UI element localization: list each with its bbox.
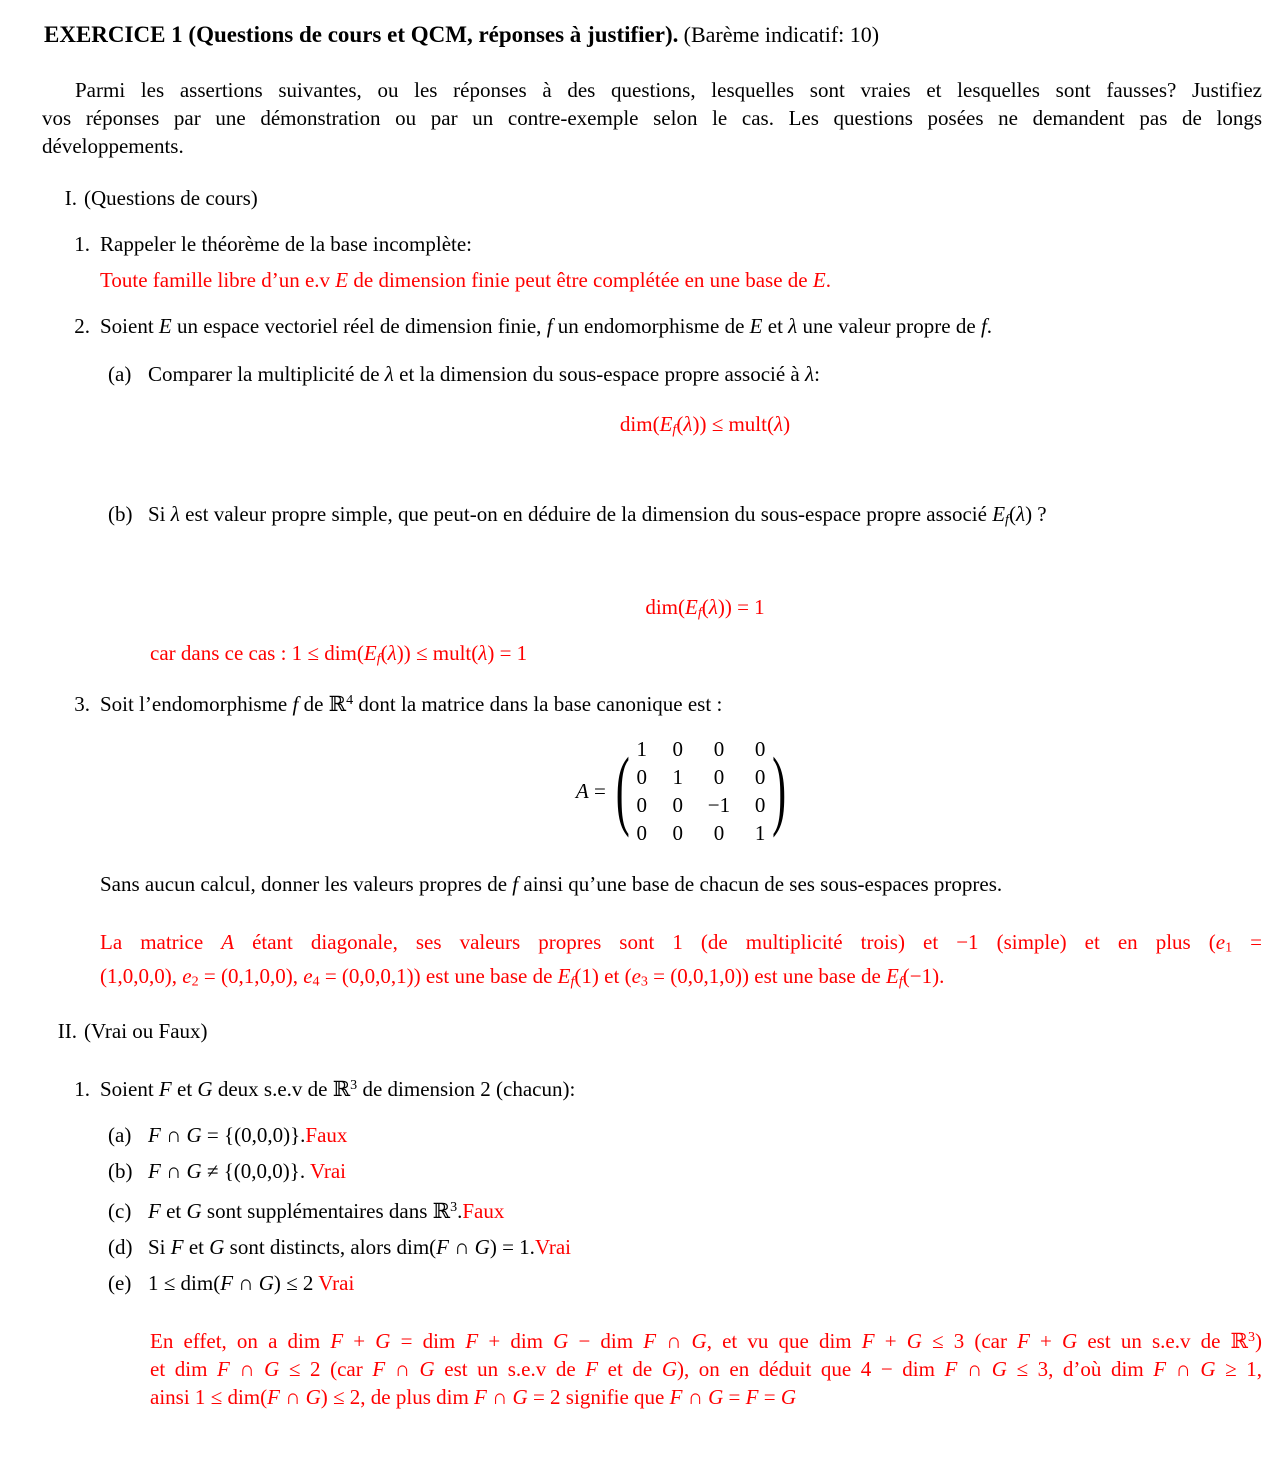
text-segment: λ [788,314,798,338]
matrix-lhs [576,779,606,804]
text-segment: Faux [305,1123,348,1148]
text-segment: F [148,1123,161,1148]
text-segment: ainsi qu’une base de chacun de ses sous-espaces propres. [518,872,1003,897]
text-segment: ≥ 1, [1215,1357,1263,1382]
text-segment: E [812,268,826,292]
text-segment: Faux [462,1199,505,1224]
section-2-heading [0,1017,1276,1045]
text-segment: Si [148,1235,171,1260]
question-2a [0,360,1276,388]
text-segment: ) ? [1025,501,1047,526]
section-1-title: (Questions de cours) [84,186,258,210]
text-segment: ) ≤ 2, de plus dim [320,1385,475,1410]
text-segment: une valeur propre de [797,314,981,338]
text-segment: ) ≤ 2 [273,1271,319,1296]
text-segment: F [148,1199,161,1224]
text-segment: = [588,778,606,803]
text-segment: + [874,1329,907,1354]
true-false-item-d-label: (d) [108,1235,133,1260]
question-3 [0,686,1276,718]
text-segment: ) [783,412,791,436]
text-segment: G [305,1385,321,1410]
text-segment: F [669,1385,683,1410]
true-false-item-c [0,1193,1276,1225]
text-segment: est un s.e.v de ℝ [1077,1329,1248,1354]
text-segment: = [1232,930,1263,955]
text-segment: Soient [100,314,159,338]
text-segment: de ℝ [298,692,347,717]
text-segment: F [643,1329,657,1354]
question-2-text [100,314,992,338]
text-segment: ∩ [957,1357,992,1382]
question-1-text: Rappeler le théorème de la base incomplète: [100,232,473,256]
text-segment: ∩ [229,1357,265,1382]
question-3-answer-line-1 [100,928,1262,962]
text-segment: (−1). [902,963,945,988]
section-2-title: (Vrai ou Faux) [84,1019,208,1044]
text-segment: G [512,1385,528,1410]
question-2a-label: (a) [108,362,132,386]
matrix-cell: 0 [672,737,684,762]
text-segment: F [267,1385,280,1410]
exercise-title-bareme: (Barème indicatif: 10) [683,22,880,47]
text-segment: ≤ 2 (car [279,1357,373,1382]
justification-paragraph [0,1323,1276,1411]
text-segment: λ [478,640,488,665]
text-segment: car dans ce cas : 1 ≤ dim( [150,640,364,665]
formula-dim-leq-mult [0,410,1276,444]
matrix-cell: 1 [636,737,648,762]
text-segment: F [465,1329,479,1354]
intro-line-3: développements. [42,134,184,158]
text-segment: G [661,1357,677,1382]
text-segment: ( [676,412,684,436]
text-segment: Vrai [318,1271,355,1296]
text-segment: Toute famille libre d’un e.v [100,268,336,292]
text-segment: e [631,963,641,988]
text-segment: et [183,1235,210,1260]
text-segment: E [992,501,1006,526]
text-segment: λ [805,362,815,386]
section-2-question-1-text [100,1077,575,1101]
text-segment: Vrai [534,1235,571,1260]
text-segment: = {(0,0,0)}. [201,1123,306,1148]
text-segment: G [419,1357,435,1382]
text-segment: ≠ {(0,0,0)}. [201,1159,310,1184]
text-segment: = (0,0,1,0)) est une base de [647,963,887,988]
text-segment: f [898,973,903,990]
text-segment: 3 [450,1199,458,1216]
text-segment: (1) et ( [574,963,632,988]
text-segment: ≤ 3, d’où dim [1006,1357,1154,1382]
text-segment: F [158,1077,172,1102]
open-paren: ( [615,742,630,840]
true-false-item-a-text [148,1123,347,1147]
matrix-row [576,732,786,850]
text-segment: F [474,1385,487,1410]
exercise-title-bold: EXERCICE 1 (Questions de cours et QCM, réponses à justifier). [44,22,679,47]
text-segment: 3 [350,1077,358,1094]
section-2-question-1-label: 1. [74,1077,90,1102]
text-segment: f [980,314,987,338]
text-segment: G [264,1357,280,1382]
text-segment: ∩ [279,1385,306,1410]
text-segment: ) = 1 [487,640,528,665]
text-segment: ( [380,640,388,665]
text-segment: de dimension 2 (chacun): [357,1077,576,1102]
text-segment: λ [387,640,397,665]
question-1-label: 1. [74,232,90,256]
text-segment: étant diagonale, ses valeurs propres sont 1 (de multiplicité trois) et −1 (simple) et en plus ( [234,930,1216,955]
matrix-cell: 0 [636,765,648,790]
text-segment: et [171,1077,198,1102]
matrix-cell: −1 [707,793,731,818]
text-segment: ), on en déduit que 4 − dim [676,1357,945,1382]
text-segment: + [1029,1329,1063,1354]
text-segment: F [220,1271,234,1296]
text-segment: G [691,1329,707,1354]
justification-line-2 [150,1355,1262,1383]
text-segment: sont supplémentaires dans ℝ [201,1199,451,1224]
exam-document [0,20,1276,1411]
text-segment: et la dimension du sous-espace propre associé à [393,362,805,386]
text-segment: La matrice [100,930,222,955]
text-segment: F [217,1357,230,1382]
text-segment: G [991,1357,1007,1382]
text-segment: E [363,640,377,665]
text-segment: E [158,314,172,338]
formula-dim-eq-1 [0,593,1276,627]
text-segment: 3 [640,973,648,990]
true-false-item-a [0,1121,1276,1149]
true-false-item-c-label: (c) [108,1199,132,1224]
text-segment: + [343,1329,376,1354]
justification-line-1 [150,1323,1262,1355]
text-segment: . [986,314,993,338]
text-segment: 4 [312,973,320,990]
matrix-cell: 0 [713,765,725,790]
close-paren: ) [772,742,787,840]
section-2-question-1 [0,1071,1276,1103]
text-segment: G [258,1271,274,1296]
text-segment: F [330,1329,344,1354]
matrix-cell: 0 [636,821,648,846]
text-segment: E [886,963,899,988]
question-2b [0,500,1276,534]
text-segment: A [575,778,589,803]
text-segment: + dim [478,1329,554,1354]
text-segment: de dimension finie peut être complétée en une base de [348,268,813,292]
text-segment: Soient [100,1077,159,1102]
text-segment: λ [708,595,718,620]
matrix-cell: 0 [754,737,766,762]
text-segment: ≤ 3 (car [921,1329,1018,1354]
text-segment: F [745,1385,759,1410]
text-segment: e [182,963,192,988]
intro-paragraph [0,76,1276,160]
text-segment: G [1200,1357,1216,1382]
text-segment: 2 [191,973,199,990]
true-false-item-a-label: (a) [108,1123,132,1148]
text-segment: G [553,1329,569,1354]
text-segment: ∩ [385,1357,420,1382]
text-segment: 3 [1248,1329,1256,1346]
text-segment: ∩ [682,1385,709,1410]
matrix-cell: 0 [713,821,725,846]
matrix-equation [0,732,1276,850]
text-segment: F [585,1357,599,1382]
formula-note [0,639,1276,673]
true-false-item-e [0,1269,1276,1297]
question-2b-text [148,502,1047,526]
text-segment: G [780,1385,796,1410]
text-segment: E [335,268,349,292]
text-segment: G [906,1329,922,1354]
text-segment: = (0,0,0,1)) est une base de [319,963,558,988]
question-1-answer [0,266,1276,294]
text-segment: λ [683,412,693,436]
section-1-label: I. [64,186,77,210]
question-2-label: 2. [74,314,90,338]
question-3-text [100,692,722,716]
text-segment: dim( [645,595,685,620]
true-false-item-e-text [148,1271,354,1295]
section-1-heading [0,184,1276,212]
text-segment: f [292,692,299,717]
text-segment: , et vu que dim [706,1329,862,1354]
section-2-label: II. [57,1019,77,1044]
text-segment: un espace vectoriel réel de dimension finie, [171,314,547,338]
text-segment: . [457,1199,463,1224]
question-2 [0,312,1276,340]
text-segment: 1 ≤ dim( [148,1271,221,1296]
text-segment: G [708,1385,724,1410]
text-segment: F [148,1159,161,1184]
text-segment: )) = 1 [717,595,765,620]
text-segment: dont la matrice dans la base canonique est : [353,692,723,717]
text-segment: G [197,1077,213,1102]
text-segment: G [375,1329,391,1354]
text-segment: Si [148,501,171,526]
text-segment: ∩ [449,1235,475,1260]
text-segment: λ [384,362,394,386]
text-segment: λ [170,501,180,526]
text-segment: e [1215,930,1226,955]
text-segment: et [160,1199,187,1224]
text-segment: E [684,595,698,620]
text-segment: F [170,1235,184,1260]
text-segment: G [1062,1329,1078,1354]
text-segment: est valeur propre simple, que peut-on en déduire de la dimension du sous-espace propre associé [179,501,993,526]
text-segment: ∩ [1166,1357,1201,1382]
matrix-cell: 1 [672,765,684,790]
text-segment: e [303,963,313,988]
matrix-cell: 0 [713,737,725,762]
question-3-answer-line-2 [100,962,1262,996]
true-false-item-b [0,1157,1276,1185]
text-segment: = (0,1,0,0), [198,963,304,988]
text-segment: f [376,650,381,667]
question-2a-text [148,362,820,386]
text-segment: et [762,314,789,338]
matrix-cell: 0 [672,793,684,818]
text-segment: Sans aucun calcul, donner les valeurs propres de [100,872,513,897]
matrix-cell: 0 [636,793,648,818]
true-false-item-b-text [148,1159,346,1183]
text-segment: sont distincts, alors dim( [224,1235,437,1260]
text-segment: f [697,604,702,621]
text-segment: G [209,1235,225,1260]
justification-line-3 [150,1383,1262,1411]
text-segment: f [1005,511,1009,528]
question-3-prompt [0,870,1276,898]
text-segment: (1,0,0,0), [100,963,183,988]
text-segment: ∩ [160,1159,187,1184]
text-segment: F [1017,1329,1030,1354]
text-segment: = [723,1385,746,1410]
true-false-item-e-label: (e) [108,1271,132,1296]
text-segment: ( [701,595,709,620]
text-segment: un endomorphisme de [552,314,750,338]
text-segment: deux s.e.v de ℝ [212,1077,351,1102]
text-segment: f [512,872,519,897]
text-segment: : [814,362,820,386]
text-segment: λ [773,412,784,436]
text-segment: )) ≤ mult( [396,640,479,665]
matrix-cell: 0 [754,793,766,818]
text-segment: G [186,1159,202,1184]
text-segment: 1 [1225,939,1233,956]
text-segment: . [825,268,831,292]
text-segment: A [221,930,235,955]
matrix-cell: 1 [754,821,766,846]
text-segment: En effet, on a dim [150,1329,331,1354]
text-segment: E [749,314,763,338]
text-segment: ) = 1. [489,1235,535,1260]
text-segment: ∩ [656,1329,692,1354]
text-segment: ) [1255,1329,1263,1354]
text-segment: f [546,314,553,338]
text-segment: )) ≤ mult( [692,412,774,436]
text-segment: ∩ [486,1385,513,1410]
text-segment: = dim [390,1329,466,1354]
text-segment: λ [1015,501,1026,526]
text-segment: Comparer la multiplicité de [148,362,385,386]
text-segment: − dim [568,1329,644,1354]
intro-line-2: vos réponses par une démonstration ou par un contre-exemple selon le cas. Les questions posées ne demandent pas de longs [42,106,1262,130]
text-segment: F [436,1235,449,1260]
text-segment: F [1153,1357,1167,1382]
question-3-answer [0,928,1276,995]
matrix-grid [636,735,766,847]
true-false-item-c-text [148,1199,504,1223]
question-1 [0,230,1276,258]
text-segment: Vrai [309,1159,347,1184]
text-segment: Soit l’endomorphisme [100,692,293,717]
text-segment: 4 [346,692,354,709]
text-segment: G [186,1199,202,1224]
text-segment: G [186,1123,202,1148]
question-3-label: 3. [74,692,90,717]
text-segment: F [944,1357,958,1382]
text-segment: = 2 signifie que [527,1385,670,1410]
text-segment: F [372,1357,386,1382]
matrix-cell: 0 [672,821,684,846]
text-segment: et de [598,1357,662,1382]
text-segment: G [474,1235,490,1260]
text-segment: ainsi 1 ≤ dim( [150,1385,268,1410]
text-segment: dim( [619,412,660,436]
true-false-item-d-text [148,1235,571,1259]
text-segment: E [557,963,571,988]
text-segment: et dim [150,1357,217,1382]
text-segment: f [672,421,677,438]
text-segment: est un s.e.v de [434,1357,586,1382]
text-segment: ∩ [233,1271,259,1296]
text-segment: ∩ [160,1123,187,1148]
intro-line-1: Parmi les assertions suivantes, ou les réponses à des questions, lesquelles sont vraies et lesquelles sont fausses? Justifiez [75,78,1262,102]
true-false-item-d [0,1233,1276,1261]
text-segment: = [758,1385,781,1410]
matrix-cell: 0 [754,765,766,790]
question-2b-label: (b) [108,501,133,526]
text-segment: ( [1008,501,1016,526]
true-false-item-b-label: (b) [108,1159,133,1184]
text-segment: F [861,1329,875,1354]
text-segment: E [659,412,673,436]
exercise-title [0,20,1276,50]
text-segment: f [570,973,575,990]
